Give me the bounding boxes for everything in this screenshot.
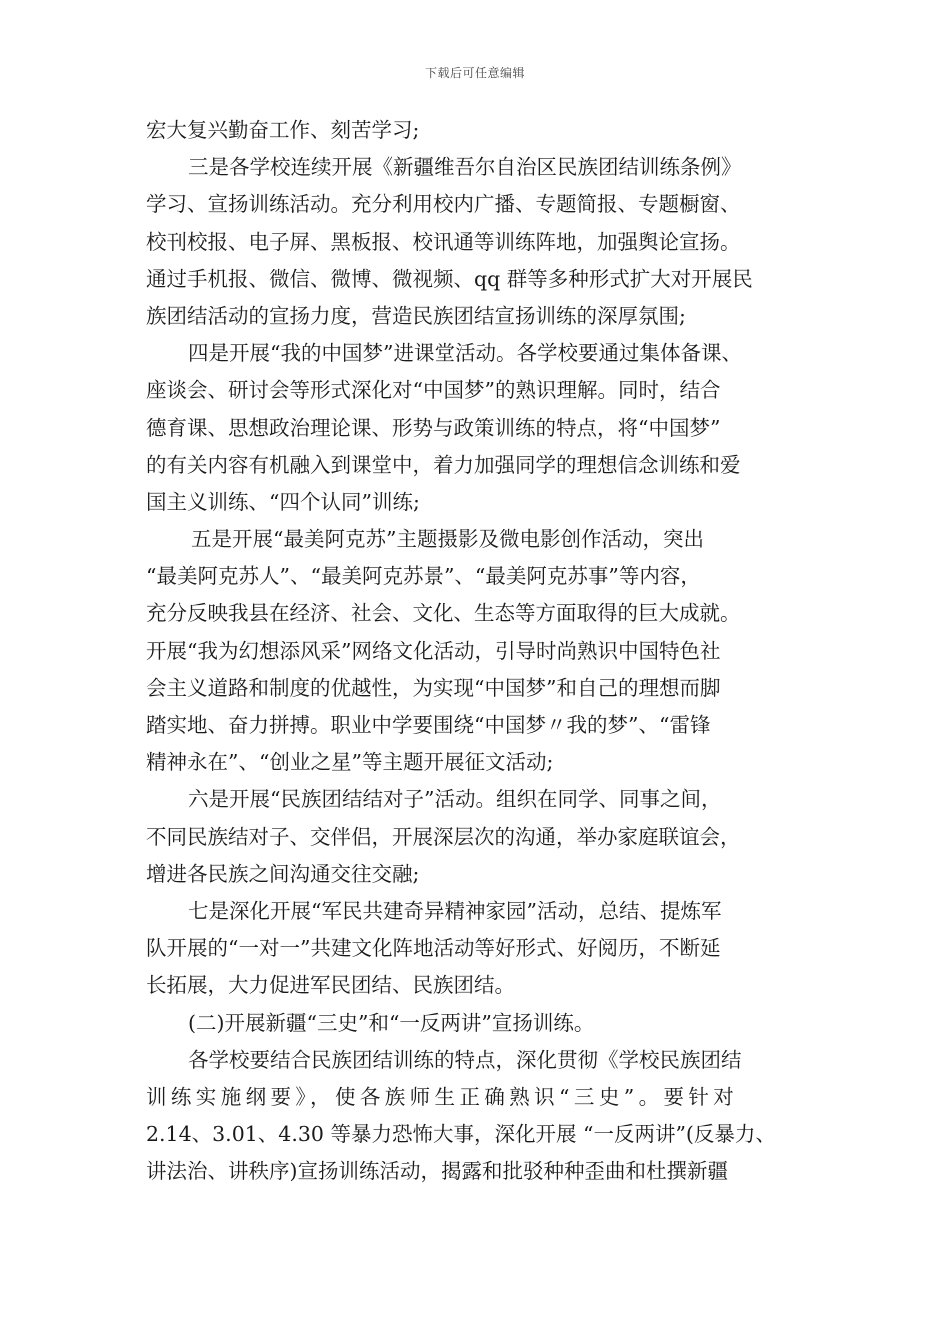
- text-line: 德育课、思想政治理论课、形势与政策训练的特点，将“中国梦”: [146, 415, 721, 440]
- text-line: 精神永在”、“创业之星”等主题开展征文活动;: [146, 750, 554, 775]
- text-line: “最美阿克苏人”、“最美阿克苏景”、“最美阿克苏事”等内容，: [146, 564, 701, 589]
- text-line: 各学校要结合民族团结训练的特点，深化贯彻《学校民族团结: [188, 1047, 742, 1072]
- text-line: 会主义道路和制度的优越性，为实现“中国梦”和自己的理想而脚: [146, 675, 721, 700]
- text-line: 队开展的“一对一”共建文化阵地活动等好形式、好阅历，不断延: [146, 936, 721, 961]
- text-line: 国主义训练、“四个认同”训练;: [146, 489, 420, 514]
- text-line: 不同民族结对子、交伴侣，开展深层次的沟通，举办家庭联谊会，: [146, 824, 741, 849]
- page-header: 下载后可任意编辑: [424, 66, 525, 80]
- text-line: 校刊校报、电子屏、黑板报、校讯通等训练阵地，加强舆论宣扬。: [146, 229, 741, 254]
- section-heading: (二)开展新疆“三史”和“一反两讲”宣扬训练。: [188, 1010, 595, 1035]
- text-line: 2.14、3.01、4.30 等暴力恐怖大事，深化开展 “一反两讲”(反暴力、: [146, 1122, 776, 1147]
- text-line: 六是开展“民族团结结对子”活动。组织在同学、同事之间，: [188, 787, 722, 812]
- text-line: 训练实施纲要》，使各族师生正确熟识“三史”。要针对: [146, 1084, 739, 1109]
- text-line: 开展“我为幻想添风采”网络文化活动，引导时尚熟识中国特色社: [146, 638, 721, 663]
- text-line: 三是各学校连续开展《新疆维吾尔自治区民族团结训练条例》: [188, 155, 742, 180]
- text-line: 宏大复兴勤奋工作、刻苦学习;: [146, 118, 420, 142]
- text-line: 的有关内容有机融入到课堂中，着力加强同学的理想信念训练和爱: [146, 452, 741, 477]
- text-line: 五是开展“最美阿克苏”主题摄影及微电影创作活动，突出: [191, 527, 704, 552]
- text-line: 七是深化开展“军民共建奇异精神家园”活动，总结、提炼军: [188, 898, 722, 923]
- text-line: 族团结活动的宣扬力度，营造民族团结宣扬训练的深厚氛围;: [146, 303, 686, 328]
- text-line: 踏实地、奋力拼搏。职业中学要围绕“中国梦〃我的梦”、“雷锋: [146, 713, 711, 737]
- text-line: 学习、宣扬训练活动。充分利用校内广播、专题简报、专题橱窗、: [146, 192, 741, 217]
- text-line: 讲法治、讲秩序)宣扬训练活动，揭露和批驳种种歪曲和杜撰新疆: [146, 1159, 728, 1184]
- text-line: 充分反映我县在经济、社会、文化、生态等方面取得的巨大成就。: [146, 601, 741, 626]
- text-line: 增进各民族之间沟通交往交融;: [146, 861, 420, 886]
- text-line: 通过手机报、微信、微博、微视频、qq 群等多种形式扩大对开展民: [146, 266, 753, 291]
- text-line: 座谈会、研讨会等形式深化对“中国梦”的熟识理解。同时，结合: [146, 378, 721, 403]
- text-line: 长拓展，大力促进军民团结、民族团结。: [146, 973, 515, 998]
- text-line: 四是开展“我的中国梦”进课堂活动。各学校要通过集体备课、: [188, 341, 742, 366]
- document-body: [146, 112, 811, 1190]
